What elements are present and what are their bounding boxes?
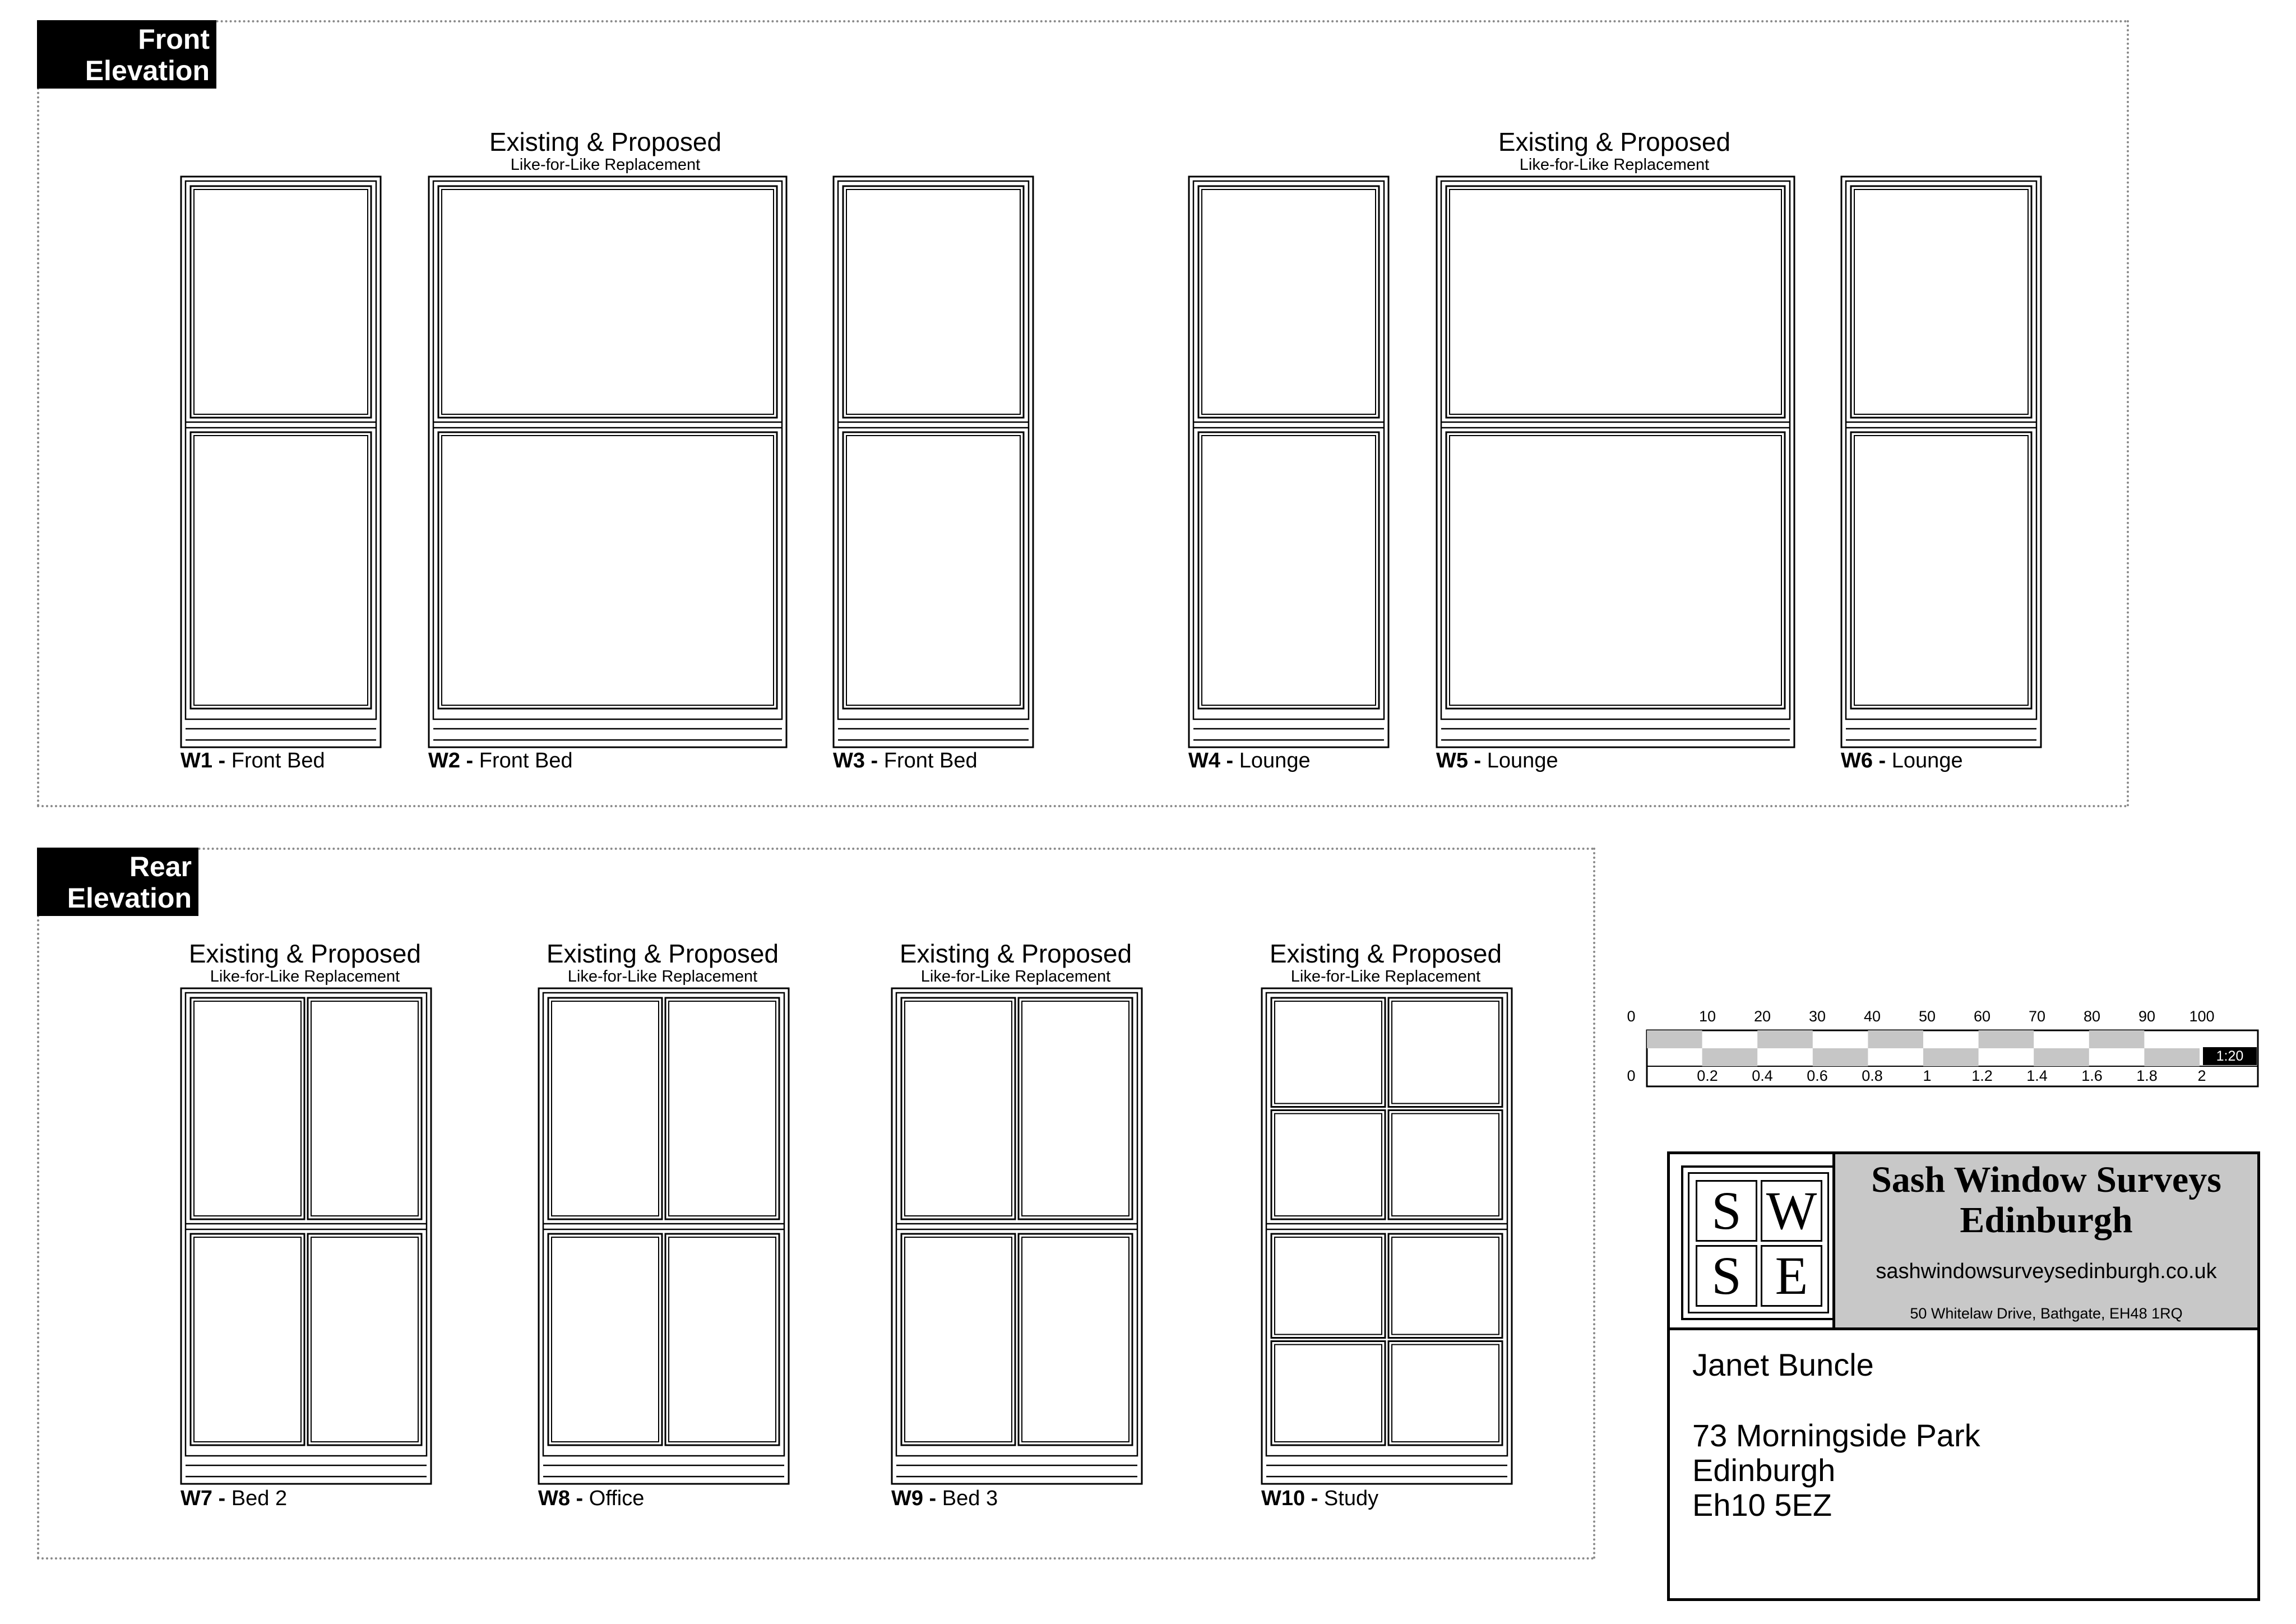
logo-letter-e: E xyxy=(1761,1245,1822,1307)
front-group-1-subtitle: Like-for-Like Replacement xyxy=(510,156,701,174)
window-w3-drawing xyxy=(833,176,1034,748)
scale-top-label: 80 xyxy=(2083,1008,2101,1025)
front-elevation-tag xyxy=(37,20,216,89)
scale-segment xyxy=(1813,1048,1868,1066)
logo-letter-w: W xyxy=(1761,1180,1822,1242)
window-w1-code: W1 - xyxy=(180,749,226,772)
scale-top-label: 90 xyxy=(2138,1008,2156,1025)
window-w5-code: W5 - xyxy=(1436,749,1482,772)
rear-group-1-title: Existing & Proposed xyxy=(188,939,422,968)
front-group-2-subtitle: Like-for-Like Replacement xyxy=(1519,156,1710,174)
scale-top-label: 30 xyxy=(1808,1008,1826,1025)
window-w2-label xyxy=(428,749,573,773)
front-group-2-title: Existing & Proposed xyxy=(1498,127,1731,156)
window-w3-label xyxy=(833,749,978,773)
rear-group-3-heading xyxy=(848,940,1184,985)
window-w10-drawing xyxy=(1261,988,1512,1484)
scale-segment xyxy=(1647,1030,1702,1048)
rear-elevation-tag-line1: Rear xyxy=(129,851,192,882)
company-name-line2: Edinburgh xyxy=(1960,1200,2133,1241)
scale-bottom-label: 0.8 xyxy=(1862,1067,1883,1084)
scale-bar xyxy=(1626,1003,2265,1093)
window-w6-drawing xyxy=(1841,176,2042,748)
window-w3-room: Front Bed xyxy=(883,749,978,772)
window-w7-code: W7 - xyxy=(180,1487,226,1510)
window-w10-room: Study xyxy=(1323,1487,1379,1510)
scale-bottom-label: 0.4 xyxy=(1752,1067,1773,1084)
rear-elevation-tag-line2: Elevation xyxy=(67,882,192,914)
scale-top-label: 100 xyxy=(2189,1008,2215,1025)
client-address-line3: Eh10 5EZ xyxy=(1692,1487,1832,1523)
window-w1-room: Front Bed xyxy=(231,749,325,772)
rear-group-2-subtitle: Like-for-Like Replacement xyxy=(567,968,758,985)
window-w1-label xyxy=(180,749,325,773)
scale-top-label: 0 xyxy=(1627,1008,1636,1025)
scale-segment xyxy=(2089,1030,2145,1048)
window-w6-label xyxy=(1841,749,1963,773)
front-elevation-tag-line1: Front xyxy=(138,24,210,55)
scale-top-label: 10 xyxy=(1698,1008,1716,1025)
rear-group-4-subtitle: Like-for-Like Replacement xyxy=(1290,968,1481,985)
window-w9-drawing xyxy=(891,988,1142,1484)
scale-bottom-label: 1 xyxy=(1923,1067,1932,1084)
window-w8-label xyxy=(538,1487,644,1511)
client-address-line2: Edinburgh xyxy=(1692,1452,1836,1488)
scale-bottom-label: 0.2 xyxy=(1697,1067,1718,1084)
window-w5-label xyxy=(1436,749,1558,773)
scale-bottom-label: 0.6 xyxy=(1807,1067,1828,1084)
window-w7-drawing xyxy=(180,988,432,1484)
window-w4-label xyxy=(1188,749,1311,773)
rear-group-3-title: Existing & Proposed xyxy=(899,939,1132,968)
client-name: Janet Buncle xyxy=(1692,1347,1874,1382)
company-name-line1: Sash Window Surveys xyxy=(1871,1159,2221,1200)
window-w10-code: W10 - xyxy=(1261,1487,1318,1510)
company-logo xyxy=(1681,1165,1836,1320)
scale-bottom-label: 0 xyxy=(1627,1067,1636,1084)
window-w7-room: Bed 2 xyxy=(231,1487,288,1510)
rear-group-4-title: Existing & Proposed xyxy=(1269,939,1502,968)
rear-group-1-subtitle: Like-for-Like Replacement xyxy=(210,968,400,985)
scale-segment xyxy=(1868,1030,1923,1048)
company-website: sashwindowsurveysedinburgh.co.uk xyxy=(1876,1260,2217,1283)
scale-bottom-label: 1.6 xyxy=(2081,1067,2103,1084)
window-w2-drawing xyxy=(428,176,787,748)
scale-segment xyxy=(1923,1048,1979,1066)
scale-segment xyxy=(1702,1048,1758,1066)
window-w10-label xyxy=(1261,1487,1378,1511)
scale-top-label: 50 xyxy=(1918,1008,1936,1025)
scale-top-label: 20 xyxy=(1753,1008,1771,1025)
window-w4-room: Lounge xyxy=(1239,749,1311,772)
window-w2-code: W2 - xyxy=(428,749,474,772)
scale-top-label: 60 xyxy=(1973,1008,1991,1025)
scale-segment xyxy=(2144,1048,2200,1066)
scale-top-label: 70 xyxy=(2028,1008,2046,1025)
window-w4-drawing xyxy=(1188,176,1389,748)
window-w6-code: W6 - xyxy=(1841,749,1886,772)
logo-letter-s-bottom: S xyxy=(1696,1245,1757,1307)
scale-bottom-label: 1.8 xyxy=(2136,1067,2158,1084)
window-w5-room: Lounge xyxy=(1487,749,1558,772)
rear-elevation-tag xyxy=(37,848,198,916)
window-w8-code: W8 - xyxy=(538,1487,584,1510)
window-w3-code: W3 - xyxy=(833,749,878,772)
front-group-1-title: Existing & Proposed xyxy=(489,127,722,156)
window-w5-drawing xyxy=(1436,176,1795,748)
title-block xyxy=(1667,1151,2260,1601)
scale-segment xyxy=(2034,1048,2089,1066)
scale-top-label: 40 xyxy=(1863,1008,1881,1025)
window-w9-room: Bed 3 xyxy=(942,1487,998,1510)
window-w4-code: W4 - xyxy=(1188,749,1234,772)
front-group-1-heading xyxy=(437,128,774,174)
logo-letter-s-top: S xyxy=(1696,1180,1757,1242)
window-w9-code: W9 - xyxy=(891,1487,937,1510)
scale-bottom-label: 1.4 xyxy=(2026,1067,2048,1084)
rear-group-3-subtitle: Like-for-Like Replacement xyxy=(920,968,1111,985)
rear-group-4-heading xyxy=(1218,940,1554,985)
scale-segment xyxy=(1979,1030,2034,1048)
scale-segment xyxy=(1757,1030,1813,1048)
scale-bar-graphic xyxy=(1626,1003,2265,1093)
company-panel xyxy=(1835,1154,2257,1327)
scale-bottom-label: 2 xyxy=(2197,1067,2206,1084)
window-w6-room: Lounge xyxy=(1891,749,1963,772)
window-w8-drawing xyxy=(538,988,789,1484)
front-elevation-tag-line2: Elevation xyxy=(85,55,210,86)
front-group-2-heading xyxy=(1446,128,1783,174)
rear-group-1-heading xyxy=(137,940,473,985)
window-w7-label xyxy=(180,1487,287,1511)
rear-group-2-heading xyxy=(494,940,831,985)
window-w9-label xyxy=(891,1487,998,1511)
scale-ratio-badge: 1:20 xyxy=(2203,1047,2257,1065)
window-w1-drawing xyxy=(180,176,381,748)
rear-group-2-title: Existing & Proposed xyxy=(546,939,779,968)
company-address: 50 Whitelaw Drive, Bathgate, EH48 1RQ xyxy=(1910,1305,2183,1322)
window-w8-room: Office xyxy=(589,1487,645,1510)
window-w2-room: Front Bed xyxy=(479,749,573,772)
scale-bottom-label: 1.2 xyxy=(1971,1067,1993,1084)
client-address-line1: 73 Morningside Park xyxy=(1692,1418,1980,1453)
